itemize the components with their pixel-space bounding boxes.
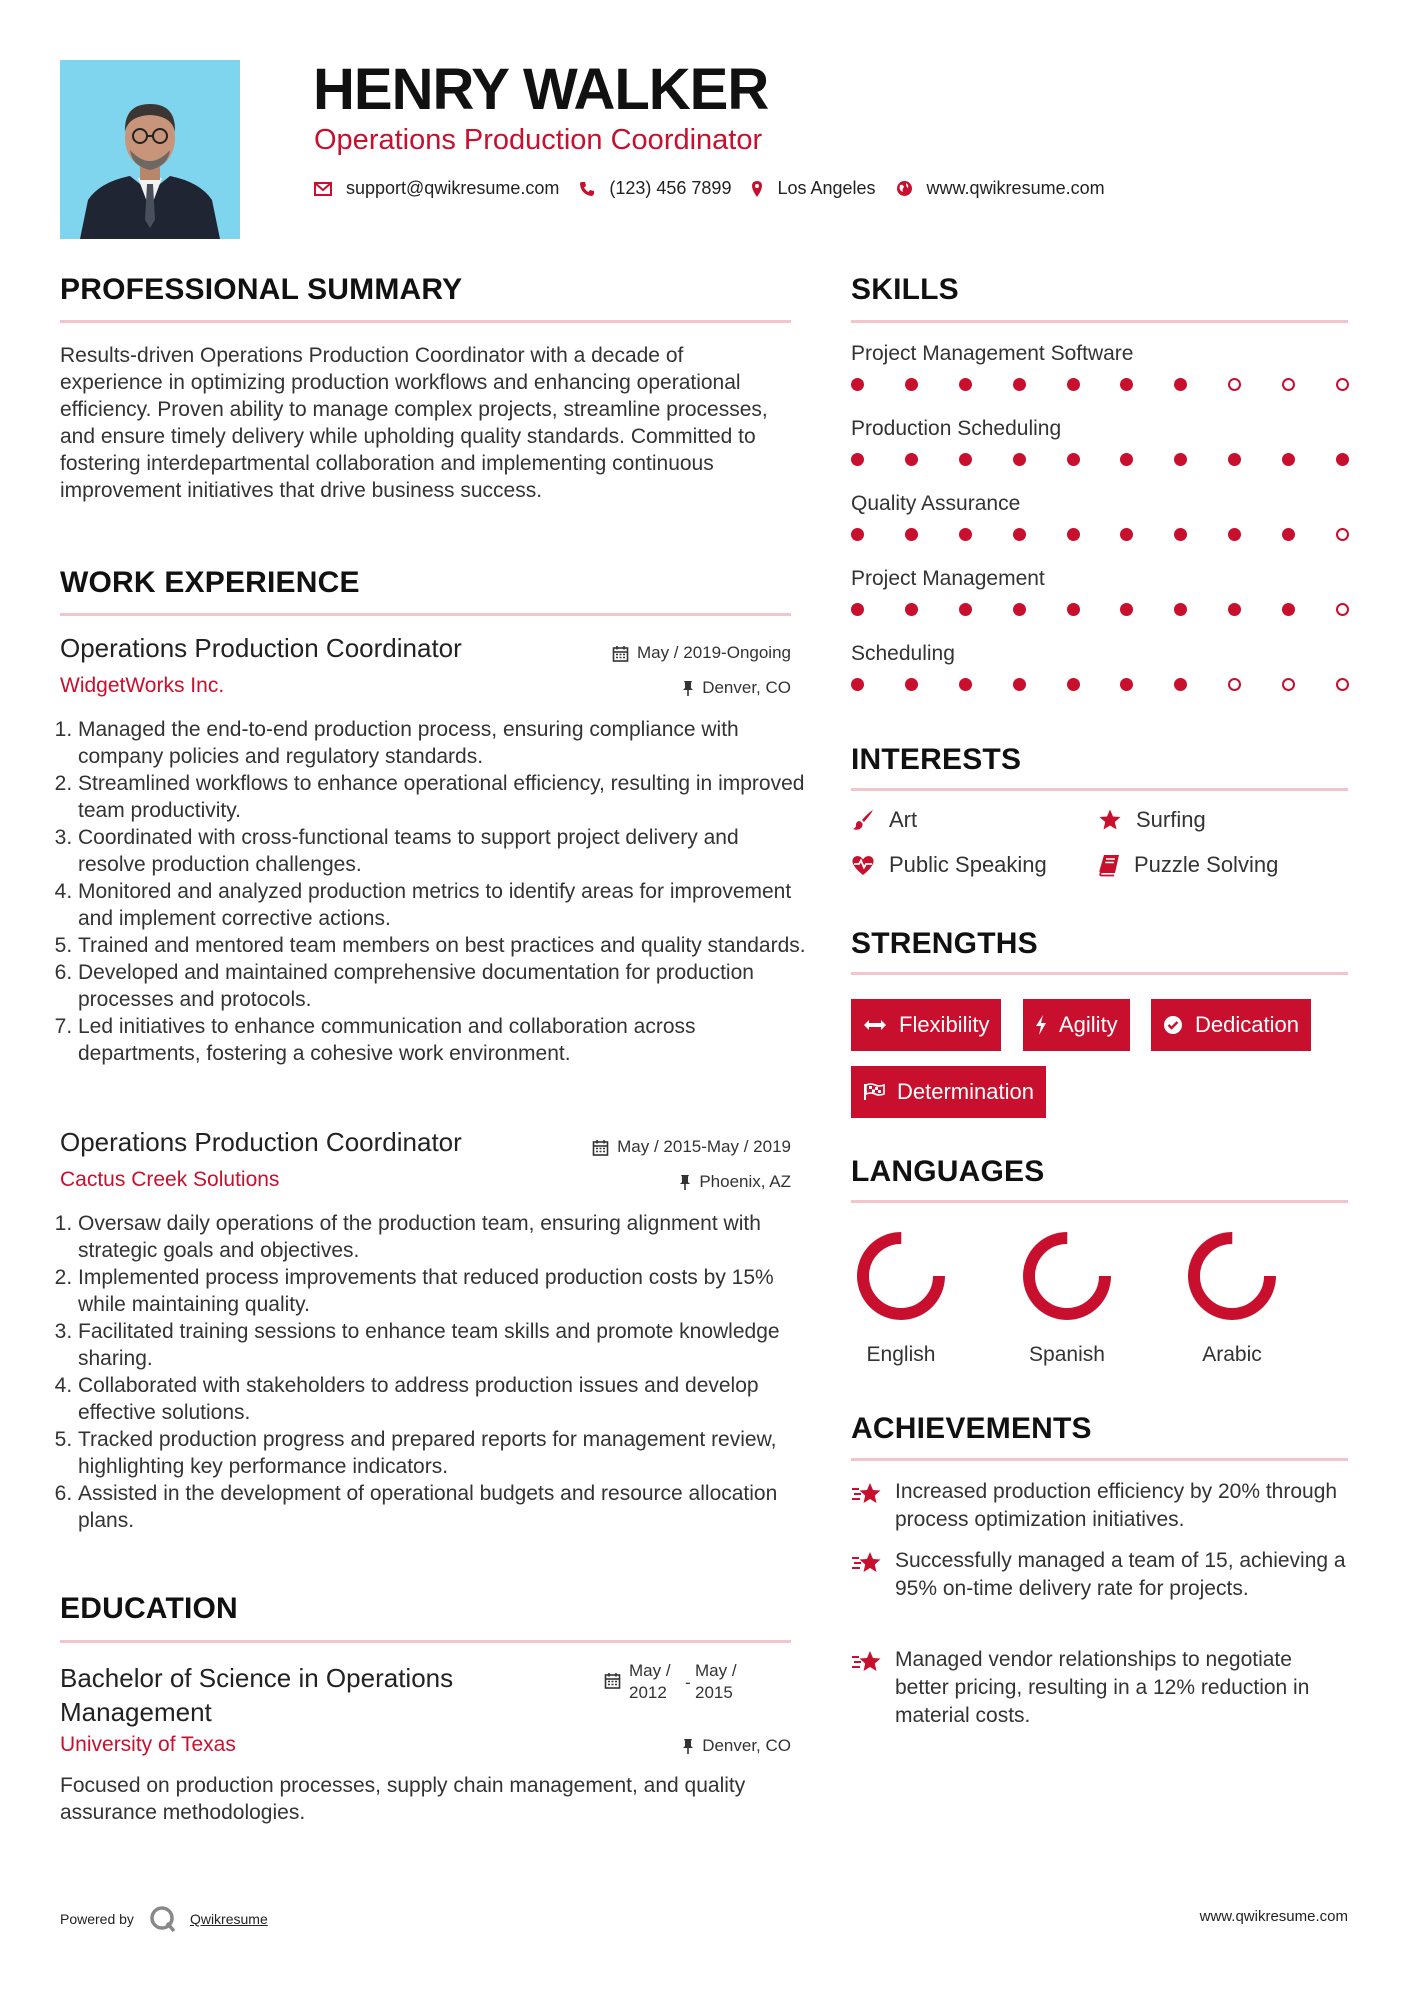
education-description: Focused on production processes, supply chain management, and quality assurance methodologies. — [60, 1774, 746, 1824]
start-year: 2012 — [629, 1683, 667, 1702]
rating-dot-filled — [1282, 528, 1295, 541]
rating-dot-filled — [959, 603, 972, 616]
rating-dot-empty — [1336, 603, 1349, 616]
rating-dot-empty — [1282, 678, 1295, 691]
rating-dot-empty — [1336, 528, 1349, 541]
achievement-text: Successfully managed a team of 15, achieving a 95% on-time delivery rate for projects. — [895, 1549, 1346, 1600]
language-level-arc — [863, 1238, 939, 1314]
languages-heading: LANGUAGES — [851, 1155, 1045, 1188]
rating-dot-filled — [1120, 453, 1133, 466]
strength-label: Flexibility — [899, 1012, 990, 1037]
education-location-text: Denver, CO — [702, 1736, 791, 1755]
rating-dot-filled — [1174, 678, 1187, 691]
rating-dot-filled — [1282, 453, 1295, 466]
degree-line-2: Management — [60, 1697, 212, 1727]
calendar-icon — [612, 645, 629, 662]
rating-dot-filled — [1120, 528, 1133, 541]
skill-item — [851, 417, 1349, 492]
duty-item: 4. Collaborated with stakeholders to address production issues and develop effective solutions. — [78, 1372, 809, 1426]
section-divider — [60, 320, 791, 323]
skill-rating — [851, 528, 1349, 541]
arrows-horizontal-icon — [863, 1018, 887, 1032]
skills-list — [851, 342, 1349, 717]
skills-heading: SKILLS — [851, 273, 959, 306]
section-divider — [851, 972, 1348, 975]
summary-heading: PROFESSIONAL SUMMARY — [60, 273, 463, 306]
company-name: Cactus Creek Solutions — [60, 1168, 280, 1191]
skill-name: Project Management Software — [851, 342, 1134, 365]
job-title: Operations Production Coordinator — [60, 633, 462, 663]
skill-name: Quality Assurance — [851, 492, 1021, 515]
language-level-arc — [1194, 1238, 1270, 1314]
duty-item: 5. Trained and mentored team members on best practices and quality standards. — [78, 932, 809, 959]
book-icon — [1098, 853, 1120, 877]
rating-dot-filled — [1336, 453, 1349, 466]
section-divider — [851, 320, 1348, 323]
pushpin-icon — [682, 680, 694, 697]
candidate-name: HENRY WALKER — [313, 57, 769, 122]
rating-dot-filled — [959, 378, 972, 391]
paint-brush-icon — [851, 808, 875, 832]
strength-label: Dedication — [1195, 1012, 1299, 1037]
language-label: English — [866, 1343, 936, 1366]
rating-dot-empty — [1228, 378, 1241, 391]
rating-dot-empty — [1336, 678, 1349, 691]
skill-rating — [851, 603, 1349, 616]
rating-dot-filled — [905, 678, 918, 691]
job-location-text: Denver, CO — [702, 678, 791, 697]
rating-dot-empty — [1336, 378, 1349, 391]
degree-title — [60, 1661, 453, 1729]
duty-item: 7. Led initiatives to enhance communication and collaboration across departments, fostering a cohesive work environment. — [78, 1013, 809, 1067]
skill-rating — [851, 678, 1349, 691]
powered-by-text: Powered by — [60, 1911, 134, 1927]
rating-dot-filled — [1013, 678, 1026, 691]
date-separator: - — [685, 1673, 691, 1692]
contact-row — [314, 178, 1125, 199]
job-duties-list — [60, 716, 809, 1067]
section-divider — [851, 1458, 1348, 1461]
map-marker-icon — [751, 180, 763, 198]
rating-dot-filled — [959, 453, 972, 466]
heartbeat-icon — [851, 854, 875, 876]
interest-label: Art — [889, 807, 918, 832]
duty-item: 6. Developed and maintained comprehensive documentation for production processes and protocols. — [78, 959, 809, 1013]
skill-item — [851, 567, 1349, 642]
achievement-text: Increased production efficiency by 20% through process optimization initiatives. — [895, 1480, 1338, 1531]
rating-dot-filled — [1174, 378, 1187, 391]
strength-tag-flexibility — [851, 999, 1001, 1051]
rating-dot-filled — [1174, 453, 1187, 466]
phone-text: (123) 456 7899 — [609, 178, 732, 198]
interest-item-surfing — [1098, 807, 1206, 833]
rating-dot-filled — [851, 603, 864, 616]
experience-heading: WORK EXPERIENCE — [60, 566, 360, 599]
rating-dot-filled — [905, 528, 918, 541]
skill-name: Production Scheduling — [851, 417, 1062, 440]
rating-dot-filled — [1120, 678, 1133, 691]
contact-location — [751, 178, 875, 199]
interest-label: Puzzle Solving — [1134, 852, 1279, 877]
calendar-icon — [592, 1139, 609, 1156]
skill-item — [851, 342, 1349, 417]
rating-dot-filled — [1228, 453, 1241, 466]
interest-label: Surfing — [1136, 807, 1206, 832]
rating-dot-empty — [1228, 678, 1241, 691]
rating-dot-filled — [959, 678, 972, 691]
star-icon — [1098, 808, 1122, 832]
rating-dot-filled — [1120, 603, 1133, 616]
education-dates — [604, 1660, 737, 1704]
interest-item-puzzle-solving — [1098, 852, 1278, 878]
summary-text: Results-driven Operations Production Coordinator with a decade of experience in optimizing production workflows and enhancing operational efficiency. Proven ability to manage complex projects, streamline processes, and ensure timely delivery while upholding quality standards. Committed to fostering interdepartmental collaboration and implementing continuous improvement initiatives that drive business success. — [60, 344, 768, 502]
job-duties-list — [60, 1210, 809, 1534]
language-level-arc — [1029, 1238, 1105, 1314]
achievement-text: Managed vendor relationships to negotiate better pricing, resulting in a 12% reduction in material costs. — [895, 1648, 1310, 1727]
rating-dot-filled — [1282, 603, 1295, 616]
section-divider — [60, 1640, 791, 1643]
section-divider — [851, 1200, 1348, 1203]
calendar-icon — [604, 1672, 621, 1689]
strength-tag-dedication — [1151, 999, 1311, 1051]
job-title: Operations Production Coordinator — [60, 1127, 462, 1157]
rating-dot-filled — [1067, 603, 1080, 616]
job-dates-text: May / 2015-May / 2019 — [617, 1137, 791, 1156]
interest-item-art — [851, 807, 917, 833]
rating-dot-filled — [1228, 528, 1241, 541]
skill-name: Project Management — [851, 567, 1045, 590]
rating-dot-empty — [1282, 378, 1295, 391]
duty-item: 5. Tracked production progress and prepared reports for management review, highlighting key performance indicators. — [78, 1426, 809, 1480]
duty-item: 6. Assisted in the development of operational budgets and resource allocation plans. — [78, 1480, 809, 1534]
rating-dot-filled — [1013, 528, 1026, 541]
duty-item: 2. Implemented process improvements that reduced production costs by 15% while maintaining quality. — [78, 1264, 809, 1318]
profile-photo — [60, 60, 240, 239]
education-heading: EDUCATION — [60, 1592, 238, 1625]
skill-rating — [851, 378, 1349, 391]
candidate-title: Operations Production Coordinator — [314, 124, 763, 156]
rating-dot-filled — [851, 378, 864, 391]
rating-dot-filled — [1228, 603, 1241, 616]
start-month: May / — [629, 1661, 671, 1680]
contact-website[interactable] — [896, 178, 1105, 199]
rating-dot-filled — [1174, 603, 1187, 616]
person-portrait-icon — [60, 60, 240, 239]
rating-dot-filled — [959, 528, 972, 541]
footer-website[interactable]: www.qwikresume.com — [1199, 1908, 1348, 1925]
job-location — [470, 678, 791, 698]
rating-dot-filled — [905, 603, 918, 616]
duty-item: 2. Streamlined workflows to enhance operational efficiency, resulting in improved team productivity. — [78, 770, 809, 824]
rating-dot-filled — [851, 453, 864, 466]
flag-checkered-icon — [863, 1083, 885, 1101]
language-progress-ring — [851, 1226, 951, 1326]
skill-rating — [851, 453, 1349, 466]
language-label: Spanish — [1029, 1343, 1105, 1366]
contact-phone[interactable] — [579, 178, 731, 199]
duty-item: 1. Managed the end-to-end production process, ensuring compliance with company policies and regulatory standards. — [78, 716, 809, 770]
rating-dot-filled — [851, 678, 864, 691]
strength-label: Agility — [1059, 1012, 1118, 1037]
rating-dot-filled — [905, 453, 918, 466]
section-divider — [60, 613, 791, 616]
pushpin-icon — [679, 1174, 691, 1191]
contact-email[interactable] — [314, 178, 559, 199]
qwikresume-logo-icon — [148, 1904, 178, 1934]
section-divider — [851, 788, 1348, 791]
job-location-text: Phoenix, AZ — [699, 1172, 791, 1191]
rating-dot-filled — [1013, 378, 1026, 391]
skill-name: Scheduling — [851, 642, 955, 665]
job-dates — [470, 1137, 791, 1157]
trophy-star-icon — [851, 1549, 883, 1577]
degree-line-1: Bachelor of Science in Operations — [60, 1663, 454, 1693]
trophy-star-icon — [851, 1648, 883, 1676]
strength-label: Determination — [897, 1079, 1034, 1104]
rating-dot-filled — [1174, 528, 1187, 541]
rating-dot-filled — [1067, 378, 1080, 391]
achievement-item — [851, 1646, 1348, 1730]
language-progress-ring — [1182, 1226, 1282, 1326]
end-month: May / — [695, 1661, 737, 1680]
footer-powered-by — [60, 1904, 268, 1934]
phone-icon — [579, 181, 595, 197]
duty-item: 4. Monitored and analyzed production metrics to identify areas for improvement and implement corrective actions. — [78, 878, 809, 932]
interest-item-public-speaking — [851, 852, 1047, 878]
strength-tag-agility — [1023, 999, 1130, 1051]
globe-icon — [896, 180, 913, 197]
rating-dot-filled — [1067, 528, 1080, 541]
strength-tag-determination — [851, 1066, 1046, 1118]
trophy-star-icon — [851, 1480, 883, 1508]
rating-dot-filled — [1120, 378, 1133, 391]
duty-item: 3. Facilitated training sessions to enhance team skills and promote knowledge sharing. — [78, 1318, 809, 1372]
location-text: Los Angeles — [777, 178, 876, 198]
envelope-icon — [314, 182, 332, 196]
skill-item — [851, 642, 1349, 717]
language-item — [1172, 1226, 1292, 1367]
end-year: 2015 — [695, 1683, 733, 1702]
language-label: Arabic — [1202, 1343, 1262, 1366]
bolt-icon — [1035, 1014, 1047, 1036]
language-item — [841, 1226, 961, 1367]
job-dates-text: May / 2019-Ongoing — [636, 643, 791, 662]
rating-dot-filled — [851, 528, 864, 541]
check-circle-icon — [1163, 1015, 1183, 1035]
achievement-item — [851, 1478, 1348, 1534]
pushpin-icon — [682, 1738, 694, 1755]
achievement-item — [851, 1547, 1348, 1603]
skill-item — [851, 492, 1349, 567]
job-location — [470, 1172, 791, 1192]
duty-item: 3. Coordinated with cross-functional teams to support project delivery and resolve production challenges. — [78, 824, 809, 878]
achievements-heading: ACHIEVEMENTS — [851, 1412, 1092, 1445]
duty-item: 1. Oversaw daily operations of the production team, ensuring alignment with strategic goals and objectives. — [78, 1210, 809, 1264]
rating-dot-filled — [1013, 453, 1026, 466]
language-item — [1007, 1226, 1127, 1367]
education-location — [470, 1736, 791, 1756]
rating-dot-filled — [905, 378, 918, 391]
brand-link[interactable]: Qwikresume — [189, 1911, 268, 1927]
company-name: WidgetWorks Inc. — [60, 674, 225, 697]
rating-dot-filled — [1013, 603, 1026, 616]
email-text: support@qwikresume.com — [346, 178, 560, 198]
job-dates — [470, 643, 791, 663]
rating-dot-filled — [1067, 453, 1080, 466]
education-start — [629, 1660, 685, 1704]
strengths-heading: STRENGTHS — [851, 927, 1038, 960]
language-progress-ring — [1017, 1226, 1117, 1326]
interest-label: Public Speaking — [889, 852, 1047, 877]
school-name: University of Texas — [60, 1733, 236, 1756]
rating-dot-filled — [1067, 678, 1080, 691]
education-end — [695, 1660, 737, 1704]
website-text: www.qwikresume.com — [926, 178, 1105, 198]
interests-heading: INTERESTS — [851, 743, 1022, 776]
